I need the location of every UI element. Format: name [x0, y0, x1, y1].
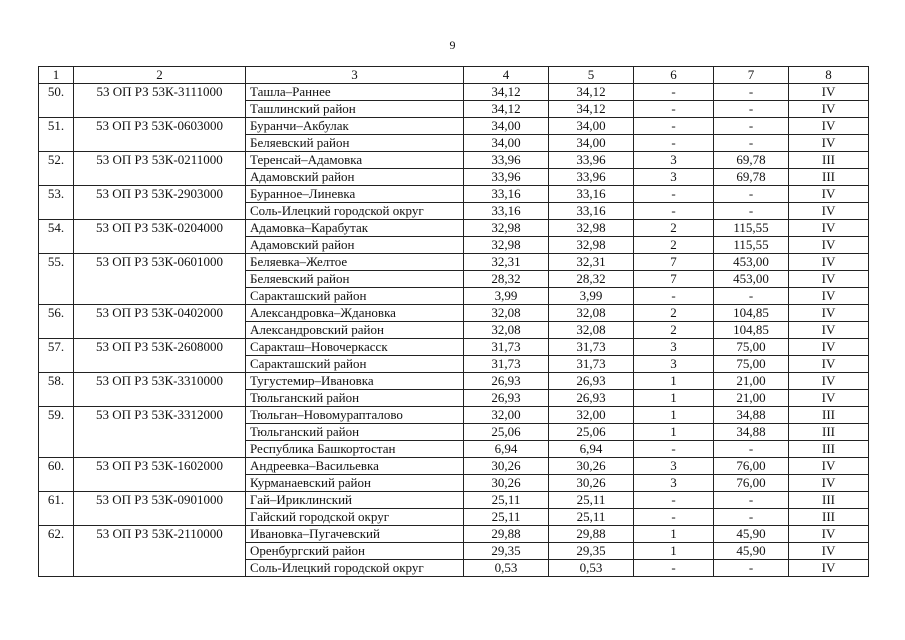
table-cell: Тюльганский район	[246, 390, 464, 407]
table-cell: 33,16	[549, 186, 634, 203]
table-cell: 32,31	[549, 254, 634, 271]
table-cell: 34,00	[464, 135, 549, 152]
table-cell: 25,11	[464, 492, 549, 509]
table-cell: 3,99	[549, 288, 634, 305]
table-cell: Андреевка–Васильевка	[246, 458, 464, 475]
table-cell: IV	[789, 339, 869, 356]
table-cell: 33,96	[549, 152, 634, 169]
table-cell: 31,73	[464, 356, 549, 373]
table-cell: 1	[634, 424, 714, 441]
table-cell: 26,93	[549, 390, 634, 407]
table-cell: 7	[634, 271, 714, 288]
table-cell: 32,00	[549, 407, 634, 424]
road-code-cell: 53 ОП РЗ 53К-0211000	[74, 152, 246, 186]
table-cell: 34,12	[464, 101, 549, 118]
table-row	[39, 152, 869, 169]
table-cell: IV	[789, 288, 869, 305]
table-cell: IV	[789, 135, 869, 152]
table-cell: Теренсай–Адамовка	[246, 152, 464, 169]
table-cell: IV	[789, 543, 869, 560]
header-cell: 4	[464, 67, 549, 84]
table-cell: 115,55	[714, 237, 789, 254]
table-cell: 69,78	[714, 169, 789, 186]
table-cell: IV	[789, 271, 869, 288]
row-number-cell: 56.	[39, 305, 74, 339]
table-cell: 34,88	[714, 407, 789, 424]
table-cell: 115,55	[714, 220, 789, 237]
row-number-cell: 55.	[39, 254, 74, 305]
table-cell: Буранное–Линевка	[246, 186, 464, 203]
table-cell: Республика Башкортостан	[246, 441, 464, 458]
table-row	[39, 526, 869, 543]
header-cell: 6	[634, 67, 714, 84]
header-cell: 7	[714, 67, 789, 84]
table-cell: 0,53	[549, 560, 634, 577]
table-cell: 45,90	[714, 543, 789, 560]
table-cell: III	[789, 441, 869, 458]
row-number-cell: 59.	[39, 407, 74, 458]
table-cell: Александровский район	[246, 322, 464, 339]
table-cell: -	[714, 186, 789, 203]
table-cell: 104,85	[714, 305, 789, 322]
table-cell: 34,00	[464, 118, 549, 135]
header-cell: 2	[74, 67, 246, 84]
table-row	[39, 492, 869, 509]
table-row	[39, 373, 869, 390]
table-cell: 26,93	[464, 373, 549, 390]
table-cell: 6,94	[549, 441, 634, 458]
table-cell: 3	[634, 169, 714, 186]
table-cell: Курманаевский район	[246, 475, 464, 492]
table-cell: Александровка–Ждановка	[246, 305, 464, 322]
table-cell: Соль-Илецкий городской округ	[246, 203, 464, 220]
table-cell: Ивановка–Пугачевский	[246, 526, 464, 543]
table-cell: 75,00	[714, 339, 789, 356]
table-cell: 21,00	[714, 373, 789, 390]
table-cell: Адамовский район	[246, 237, 464, 254]
table-cell: 0,53	[464, 560, 549, 577]
table-cell: 25,06	[464, 424, 549, 441]
row-number-cell: 58.	[39, 373, 74, 407]
table-cell: 3	[634, 458, 714, 475]
row-number-cell: 61.	[39, 492, 74, 526]
table-cell: -	[714, 441, 789, 458]
table-cell: Ташла–Раннее	[246, 84, 464, 101]
table-cell: 1	[634, 407, 714, 424]
table-cell: -	[714, 135, 789, 152]
header-cell: 8	[789, 67, 869, 84]
table-cell: 3	[634, 356, 714, 373]
table-row	[39, 458, 869, 475]
table-row	[39, 84, 869, 101]
table-cell: 32,98	[464, 220, 549, 237]
table-cell: 34,88	[714, 424, 789, 441]
table-cell: 29,88	[549, 526, 634, 543]
table-cell: 26,93	[549, 373, 634, 390]
table-cell: 3	[634, 475, 714, 492]
table-cell: Адамовский район	[246, 169, 464, 186]
table-cell: IV	[789, 118, 869, 135]
table-cell: 76,00	[714, 475, 789, 492]
table-cell: -	[634, 492, 714, 509]
table-cell: Ташлинский район	[246, 101, 464, 118]
road-code-cell: 53 ОП РЗ 53К-2608000	[74, 339, 246, 373]
table-cell: 33,16	[464, 203, 549, 220]
table-cell: 32,08	[549, 322, 634, 339]
table-cell: -	[634, 288, 714, 305]
table-cell: 2	[634, 237, 714, 254]
table-cell: -	[634, 441, 714, 458]
table-cell: -	[714, 492, 789, 509]
table-cell: IV	[789, 203, 869, 220]
table-cell: 34,12	[549, 101, 634, 118]
table-cell: 21,00	[714, 390, 789, 407]
table-cell: 104,85	[714, 322, 789, 339]
table-cell: Адамовка–Карабутак	[246, 220, 464, 237]
table-cell: 3	[634, 339, 714, 356]
road-code-cell: 53 ОП РЗ 53К-0402000	[74, 305, 246, 339]
road-code-cell: 53 ОП РЗ 53К-0601000	[74, 254, 246, 305]
table-cell: -	[634, 101, 714, 118]
table-cell: 2	[634, 220, 714, 237]
table-cell: IV	[789, 356, 869, 373]
table-cell: III	[789, 509, 869, 526]
road-code-cell: 53 ОП РЗ 53К-2110000	[74, 526, 246, 577]
table-cell: -	[714, 84, 789, 101]
table-cell: 2	[634, 305, 714, 322]
table-cell: 1	[634, 390, 714, 407]
header-row	[39, 67, 869, 84]
table-cell: -	[714, 203, 789, 220]
table-cell: 25,11	[549, 492, 634, 509]
table-cell: Гайский городской округ	[246, 509, 464, 526]
table-cell: 1	[634, 543, 714, 560]
road-code-cell: 53 ОП РЗ 53К-1602000	[74, 458, 246, 492]
row-number-cell: 50.	[39, 84, 74, 118]
table-cell: Саракташ–Новочеркасск	[246, 339, 464, 356]
page-number: 9	[449, 38, 456, 52]
table-cell: III	[789, 424, 869, 441]
table-cell: -	[634, 135, 714, 152]
table-cell: 28,32	[549, 271, 634, 288]
table-cell: 34,12	[464, 84, 549, 101]
row-number-cell: 62.	[39, 526, 74, 577]
table-cell: -	[634, 84, 714, 101]
table-row	[39, 407, 869, 424]
table-cell: 33,16	[549, 203, 634, 220]
table-cell: Гай–Ириклинский	[246, 492, 464, 509]
table-row	[39, 118, 869, 135]
table-cell: 25,11	[549, 509, 634, 526]
table-cell: Соль-Илецкий городской округ	[246, 560, 464, 577]
table-cell: 28,32	[464, 271, 549, 288]
table-cell: 25,06	[549, 424, 634, 441]
table-cell: 32,98	[549, 220, 634, 237]
table-cell: IV	[789, 84, 869, 101]
table-cell: Беляевский район	[246, 271, 464, 288]
table-cell: 3,99	[464, 288, 549, 305]
table-cell: 2	[634, 322, 714, 339]
table-cell: IV	[789, 186, 869, 203]
table-cell: Оренбургский район	[246, 543, 464, 560]
table-cell: 30,26	[464, 475, 549, 492]
table-cell: -	[714, 118, 789, 135]
table-cell: 453,00	[714, 254, 789, 271]
table-cell: 45,90	[714, 526, 789, 543]
table-cell: 30,26	[549, 475, 634, 492]
table-cell: 34,00	[549, 118, 634, 135]
header-cell: 1	[39, 67, 74, 84]
table-cell: Тюльганский район	[246, 424, 464, 441]
table-cell: -	[714, 560, 789, 577]
table-cell: Беляевский район	[246, 135, 464, 152]
row-number-cell: 57.	[39, 339, 74, 373]
table-cell: 31,73	[549, 356, 634, 373]
table-cell: 7	[634, 254, 714, 271]
table-cell: 32,08	[549, 305, 634, 322]
table-cell: III	[789, 169, 869, 186]
table-cell: -	[714, 101, 789, 118]
table-cell: Беляевка–Желтое	[246, 254, 464, 271]
table-row	[39, 254, 869, 271]
road-code-cell: 53 ОП РЗ 53К-2903000	[74, 186, 246, 220]
road-code-cell: 53 ОП РЗ 53К-3312000	[74, 407, 246, 458]
road-code-cell: 53 ОП РЗ 53К-3111000	[74, 84, 246, 118]
table-cell: 33,96	[464, 152, 549, 169]
table-cell: 29,88	[464, 526, 549, 543]
row-number-cell: 53.	[39, 186, 74, 220]
table-cell: 76,00	[714, 458, 789, 475]
table-cell: III	[789, 492, 869, 509]
table-cell: 30,26	[464, 458, 549, 475]
table-cell: 69,78	[714, 152, 789, 169]
row-number-cell: 52.	[39, 152, 74, 186]
table-row	[39, 186, 869, 203]
row-number-cell: 51.	[39, 118, 74, 152]
table-cell: 29,35	[549, 543, 634, 560]
table-cell: IV	[789, 220, 869, 237]
table-cell: 453,00	[714, 271, 789, 288]
table-row	[39, 305, 869, 322]
table-cell: -	[714, 509, 789, 526]
road-code-cell: 53 ОП РЗ 53К-0901000	[74, 492, 246, 526]
table-cell: 75,00	[714, 356, 789, 373]
table-cell: IV	[789, 254, 869, 271]
table-cell: IV	[789, 458, 869, 475]
table-cell: IV	[789, 373, 869, 390]
table-cell: 33,16	[464, 186, 549, 203]
table-cell: 1	[634, 526, 714, 543]
table-cell: 34,12	[549, 84, 634, 101]
table-row	[39, 339, 869, 356]
table-cell: 32,08	[464, 305, 549, 322]
row-number-cell: 60.	[39, 458, 74, 492]
table-cell: 25,11	[464, 509, 549, 526]
table-cell: 33,96	[464, 169, 549, 186]
table-cell: Тугустемир–Ивановка	[246, 373, 464, 390]
table-cell: -	[714, 288, 789, 305]
header-cell: 5	[549, 67, 634, 84]
table-cell: -	[634, 509, 714, 526]
table-cell: IV	[789, 526, 869, 543]
table-cell: III	[789, 152, 869, 169]
table-cell: IV	[789, 475, 869, 492]
table-body	[39, 84, 869, 577]
table-cell: 32,98	[464, 237, 549, 254]
table-cell: IV	[789, 101, 869, 118]
table-cell: 32,98	[549, 237, 634, 254]
table-cell: III	[789, 407, 869, 424]
road-code-cell: 53 ОП РЗ 53К-3310000	[74, 373, 246, 407]
table-cell: 1	[634, 373, 714, 390]
roads-table	[38, 66, 869, 577]
table-cell: 26,93	[464, 390, 549, 407]
table-cell: Буранчи–Акбулак	[246, 118, 464, 135]
table-cell: IV	[789, 390, 869, 407]
road-code-cell: 53 ОП РЗ 53К-0204000	[74, 220, 246, 254]
table-cell: 32,31	[464, 254, 549, 271]
table-cell: 31,73	[549, 339, 634, 356]
table-cell: -	[634, 118, 714, 135]
table-cell: -	[634, 560, 714, 577]
road-code-cell: 53 ОП РЗ 53К-0603000	[74, 118, 246, 152]
table-cell: 32,00	[464, 407, 549, 424]
table-cell: 31,73	[464, 339, 549, 356]
table-cell: 32,08	[464, 322, 549, 339]
table-cell: IV	[789, 305, 869, 322]
row-number-cell: 54.	[39, 220, 74, 254]
table-cell: 34,00	[549, 135, 634, 152]
table-cell: Саракташский район	[246, 288, 464, 305]
table-cell: IV	[789, 322, 869, 339]
table-cell: -	[634, 203, 714, 220]
table-cell: 3	[634, 152, 714, 169]
table-cell: 6,94	[464, 441, 549, 458]
header-cell: 3	[246, 67, 464, 84]
table-cell: 33,96	[549, 169, 634, 186]
table-cell: Саракташский район	[246, 356, 464, 373]
table-cell: IV	[789, 237, 869, 254]
table-row	[39, 220, 869, 237]
table-cell: IV	[789, 560, 869, 577]
table-cell: 29,35	[464, 543, 549, 560]
table-cell: -	[634, 186, 714, 203]
table-cell: 30,26	[549, 458, 634, 475]
table-cell: Тюльган–Новомурапталово	[246, 407, 464, 424]
